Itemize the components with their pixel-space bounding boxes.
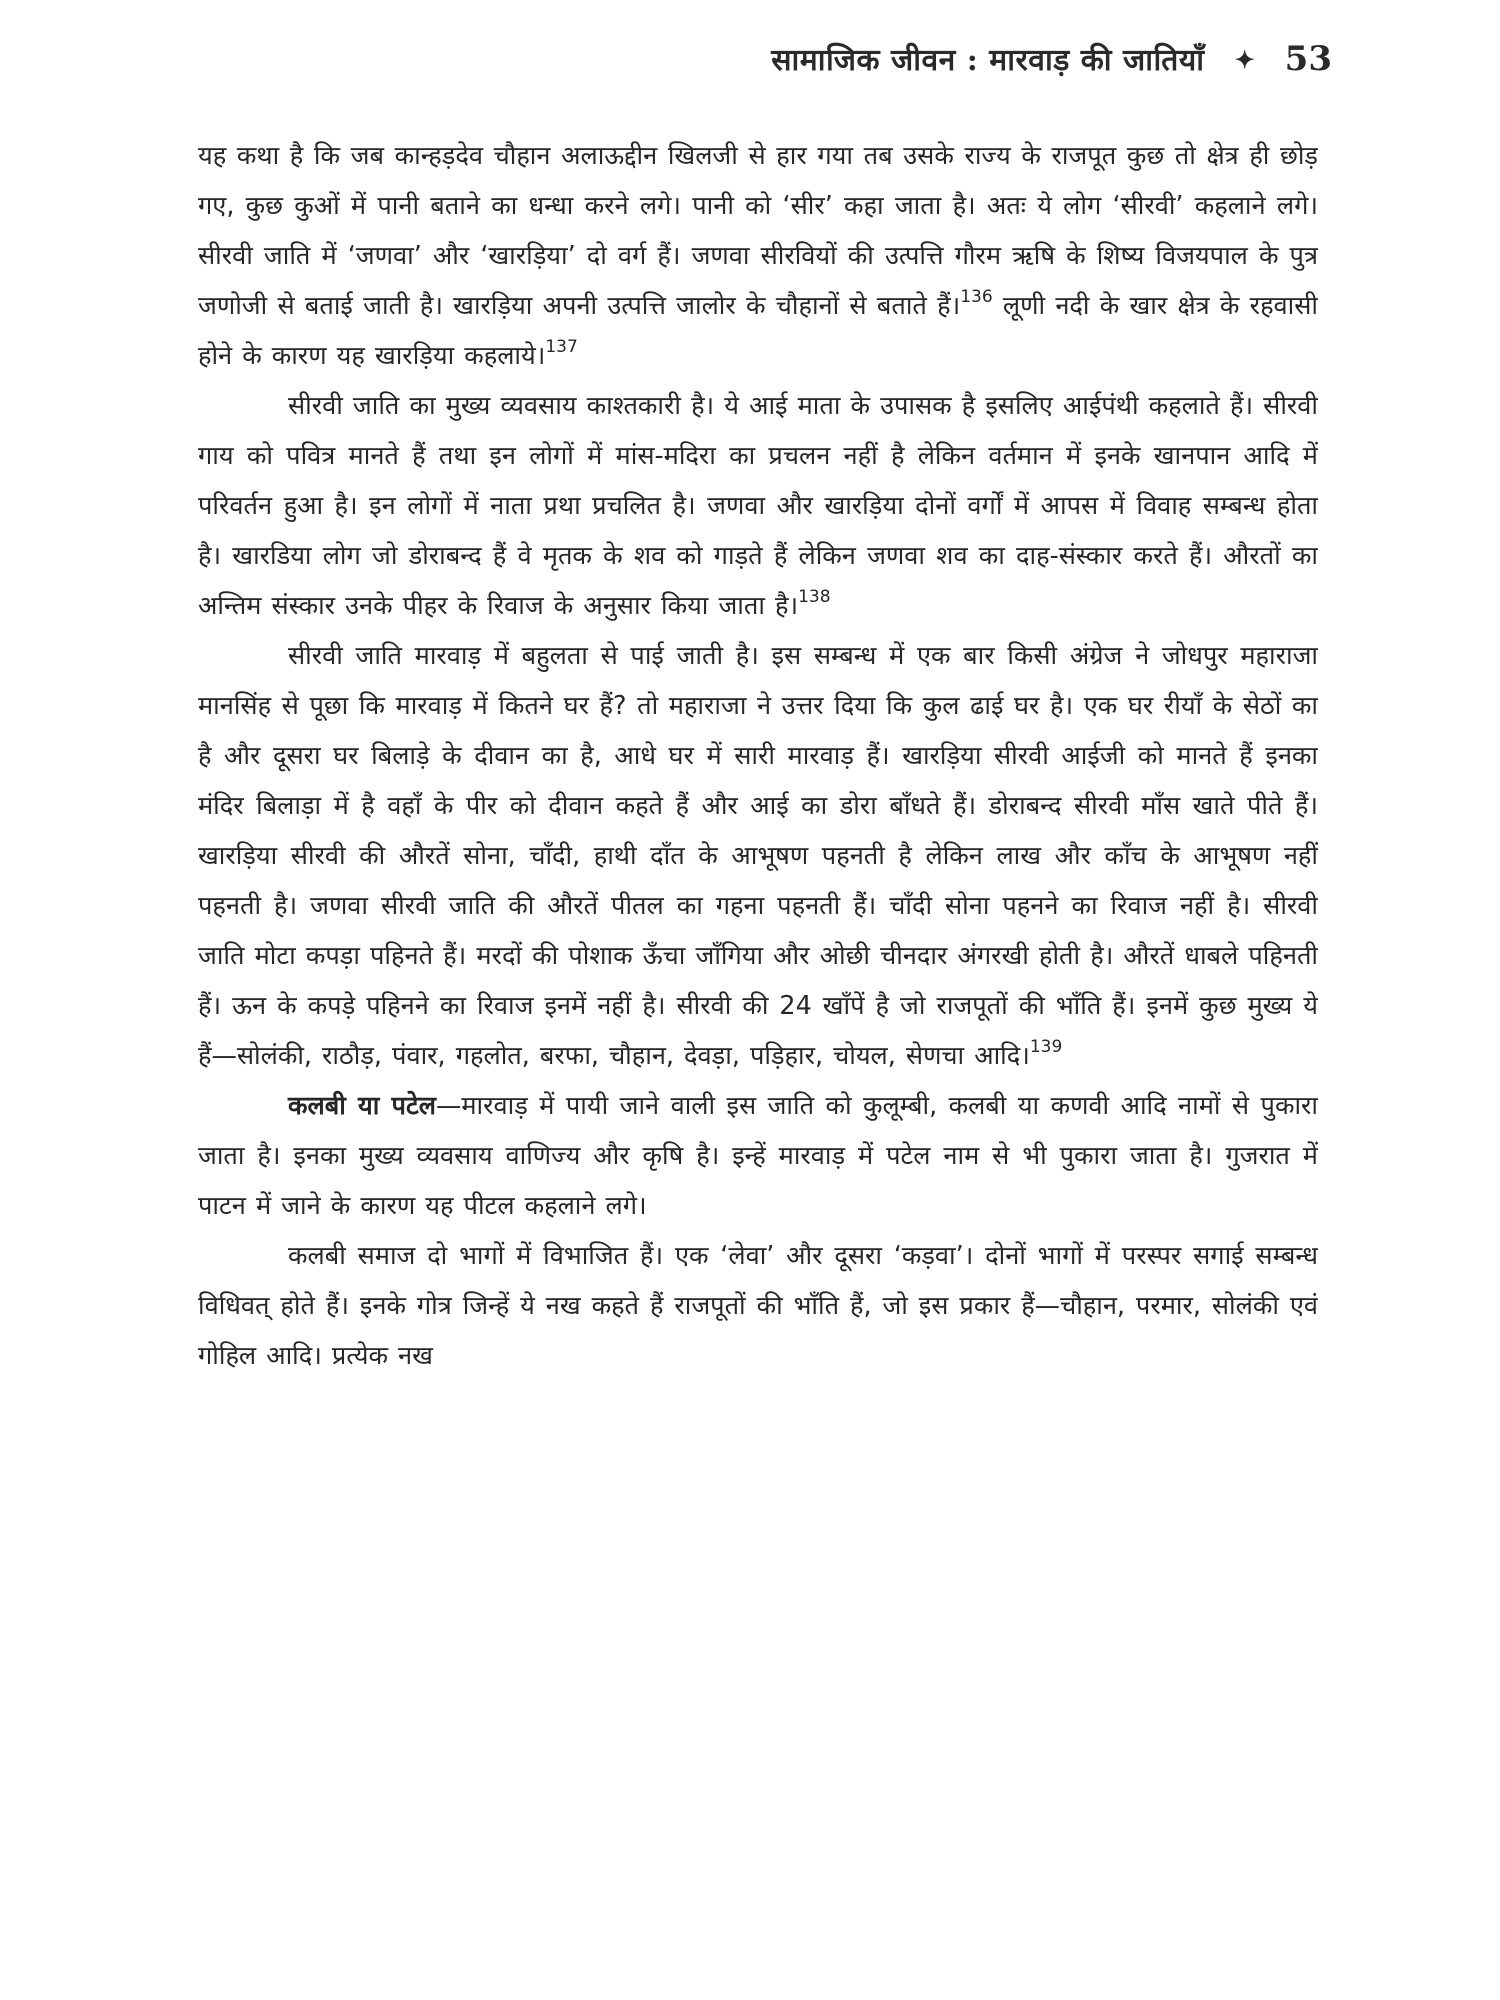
footnote-ref: 137 [545, 337, 578, 357]
paragraph-1 [198, 130, 1318, 380]
paragraph-text: यह कथा है कि जब कान्हड़देव चौहान अलाऊद्दीन खिलजी से हार गया तब उसके राज्य के राजपूत कुछ तो क्षेत्र ही छोड़ गए, कुछ कुओं में पानी बताने का धन्धा करने लगे। पानी को ‘सीर’ कहा जाता है। अतः ये लोग ‘सीरवी’ कहलाने लगे। सीरवी जाति में ‘जणवा’ और ‘खारड़िया’ दो वर्ग हैं। जणवा सीरवियों की उत्पत्ति गौरम ऋषि के शिष्य विजयपाल के पुत्र जणोजी से बताई जाती है। खारड़िया अपनी उत्पत्ति जालोर के चौहानों से बताते हैं। [198, 140, 1318, 320]
paragraph-text: कलबी समाज दो भागों में विभाजित हैं। एक ‘लेवा’ और दूसरा ‘कड़वा’। दोनों भागों में परस्पर सगाई सम्बन्ध विधिवत् होते हैं। इनके गोत्र जिन्हें ये नख कहते हैं राजपूतों की भाँति हैं, जो इस प्रकार हैं—चौहान, परमार, सोलंकी एवं गोहिल आदि। प्रत्येक नख [198, 1240, 1318, 1370]
section-term: कलबी या पटेल [288, 1090, 436, 1120]
footnote-ref: 138 [798, 587, 831, 607]
paragraph-text: सीरवी जाति मारवाड़ में बहुलता से पाई जाती है। इस सम्बन्ध में एक बार किसी अंग्रेज ने जोधपुर महाराजा मानसिंह से पूछा कि मारवाड़ में कितने घर हैं? तो महाराजा ने उत्तर दिया कि कुल ढाई घर है। एक घर रीयाँ के सेठों का है और दूसरा घर बिलाड़े के दीवान का है, आधे घर में सारी मारवाड़ हैं। खारड़िया सीरवी आईजी को मानते हैं इनका मंदिर बिलाड़ा में है वहाँ के पीर को दीवान कहते हैं और आई का डोरा बाँधते हैं। डोराबन्द सीरवी माँस खाते पीते हैं। खारड़िया सीरवी की औरतें सोना, चाँदी, हाथी दाँत के आभूषण पहनती है लेकिन लाख और काँच के आभूषण नहीं पहनती है। जणवा सीरवी जाति की औरतें पीतल का गहना पहनती हैं। चाँदी सोना पहनने का रिवाज नहीं है। सीरवी जाति मोटा कपड़ा पहिनते हैं। मरदों की पोशाक ऊँचा जाँगिया और ओछी चीनदार अंगरखी होती है। औरतें धाबले पहिनती हैं। ऊन के कपड़े पहिनने का रिवाज इनमें नहीं है। सीरवी की 24 खाँपें है जो राजपूतों की भाँति हैं। इनमें कुछ मुख्य ये हैं—सोलंकी, राठौड़, पंवार, गहलोत, बरफा, चौहान, देवड़ा, पड़िहार, चोयल, सेणचा आदि। [198, 640, 1318, 1070]
chapter-title: सामाजिक जीवन : मारवाड़ की जातियाँ [771, 43, 1205, 78]
footnote-ref: 139 [1029, 1037, 1063, 1057]
paragraph-text: सीरवी जाति का मुख्य व्यवसाय काश्तकारी है। ये आई माता के उपासक है इसलिए आईपंथी कहलाते हैं। सीरवी गाय को पवित्र मानते हैं तथा इन लोगों में मांस-मदिरा का प्रचलन नहीं है लेकिन वर्तमान में इनके खानपान आदि में परिवर्तन हुआ है। इन लोगों में नाता प्रथा प्रचलित है। जणवा और खारड़िया दोनों वर्गों में आपस में विवाह सम्बन्ध होता है। खारडिया लोग जो डोराबन्द हैं वे मृतक के शव को गाड़ते हैं लेकिन जणवा शव का दाह-संस्कार करते हैं। औरतों का अन्तिम संस्कार उनके पीहर के रिवाज के अनुसार किया जाता है। [198, 390, 1318, 620]
running-header [771, 38, 1332, 79]
paragraph-5 [198, 1230, 1318, 1380]
diamond-ornament-icon: ✦ [1234, 45, 1255, 74]
paragraph-text: लूणी नदी के खार क्षेत्र के रहवासी होने के कारण यह खारड़िया कहलाये। [198, 290, 1318, 370]
paragraph-2 [198, 380, 1318, 630]
page-number: 53 [1284, 38, 1332, 79]
paragraph-text: —मारवाड़ में पायी जाने वाली इस जाति को कुलूम्बी, कलबी या कणवी आदि नामों से पुकारा जाता है। इनका मुख्य व्यवसाय वाणिज्य और कृषि है। इन्हें मारवाड़ में पटेल नाम से भी पुकारा जाता है। गुजरात में पाटन में जाने के कारण यह पीटल कहलाने लगे। [198, 1090, 1318, 1220]
paragraph-4 [198, 1080, 1318, 1230]
footnote-ref: 136 [960, 287, 993, 307]
body-text [198, 130, 1318, 1970]
paragraph-3 [198, 630, 1318, 1080]
